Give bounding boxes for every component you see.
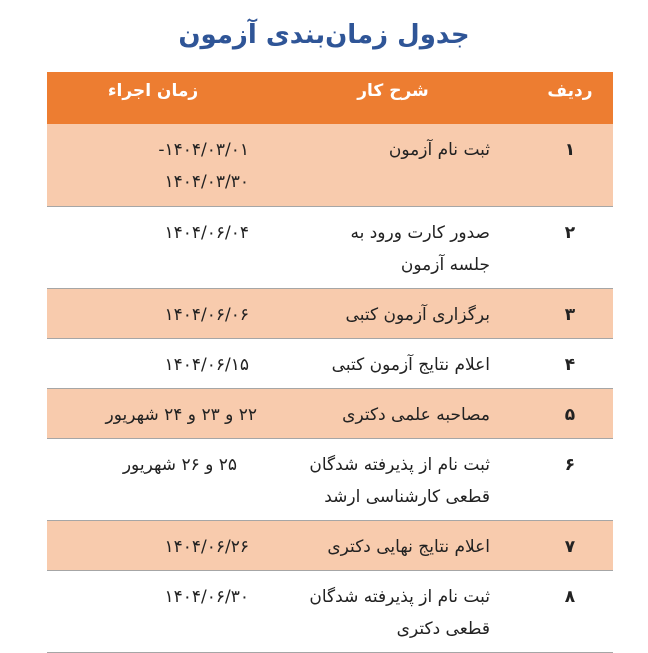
row-time: ۱۴۰۴/۰۶/۲۶ [164,536,249,557]
page-title: جدول زمان‌بندی آزمون [178,20,470,50]
row-description: صدور کارت ورود به جلسه آزمون [350,222,490,275]
row-time: ۱۴۰۴/۰۶/۱۵ [164,354,249,375]
table-row [47,124,613,206]
row-description: مصاحبه علمی دکتری [342,404,490,425]
row-description: ثبت نام از پذیرفته شدگان قطعی کارشناسی ارشد [309,454,490,507]
column-header-time: زمان اجراء [107,81,199,101]
row-time: ۱۴۰۴/۰۳/۰۱- ۱۴۰۴/۰۳/۳۰ [158,140,249,192]
row-number: ۱ [564,140,576,160]
row-number: ۸ [564,586,576,607]
row-description: ثبت نام از پذیرفته شدگان قطعی دکتری [309,586,490,639]
row-number: ۷ [564,536,576,557]
row-number: ۴ [564,354,576,375]
table-header-row [47,72,613,124]
column-header-description: شرح کار [357,81,429,101]
schedule-table [47,72,613,653]
row-description: اعلام نتایج نهایی دکتری [327,536,490,557]
table-row [47,288,613,338]
table-row [47,520,613,570]
table-row [47,338,613,388]
row-description: اعلام نتایج آزمون کتبی [331,354,490,375]
row-description: برگزاری آزمون کتبی [345,304,490,325]
column-header-row-number: ردیف [547,81,593,101]
row-number: ۲ [564,222,576,243]
table-row [47,438,613,520]
row-time: ۲۵ و ۲۶ شهریور [122,454,237,475]
row-number: ۳ [564,304,576,325]
row-number: ۵ [564,404,576,425]
table-row [47,206,613,288]
row-time: ۱۴۰۴/۰۶/۳۰ [164,586,249,607]
row-time: ۱۴۰۴/۰۶/۰۴ [164,222,249,243]
row-number: ۶ [564,454,576,475]
row-time: ۱۴۰۴/۰۶/۰۶ [164,304,249,325]
row-time: ۲۲ و ۲۳ و ۲۴ شهریور [105,404,257,425]
table-row [47,570,613,652]
row-description: ثبت نام آزمون [388,140,490,160]
table-row [47,388,613,438]
